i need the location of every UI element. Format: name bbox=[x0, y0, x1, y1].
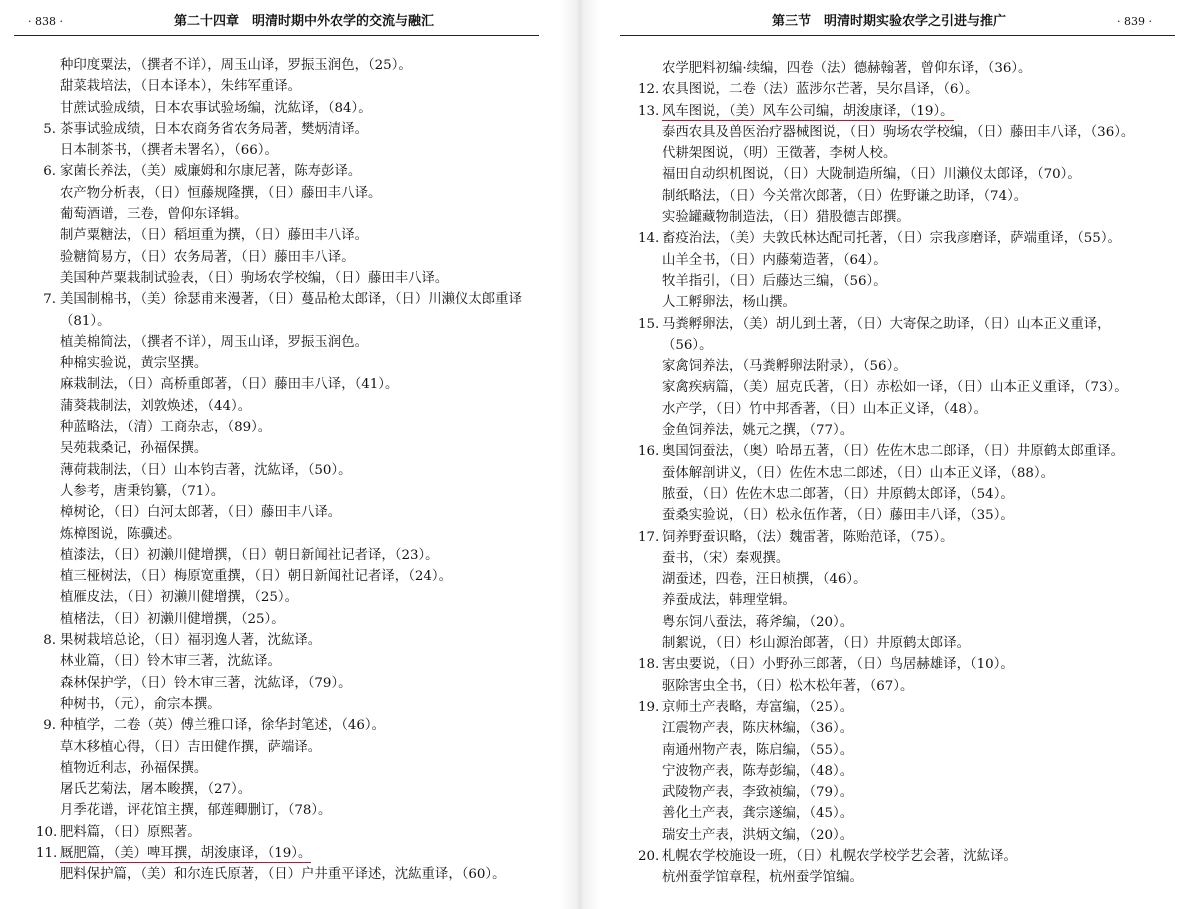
left-entry-line bbox=[0, 673, 560, 694]
entry-text: 樟树论，（日）白河太郎著，（日）藤田丰八译。 bbox=[60, 505, 342, 521]
left-entry-line bbox=[0, 140, 560, 161]
left-entry-list bbox=[0, 55, 560, 886]
entry-text: 江震物产表，陈庆林编，（36）。 bbox=[662, 721, 854, 737]
right-entry-line bbox=[600, 697, 1202, 718]
entry-text: 麻栽制法，（日）高桥重郎著，（日）藤田丰八译，（41）。 bbox=[60, 377, 399, 393]
left-entry-line bbox=[0, 225, 560, 246]
right-entry-line bbox=[600, 186, 1202, 207]
entry-text: 植物近利志，孙福保撰。 bbox=[60, 760, 208, 776]
right-entry-line bbox=[600, 590, 1202, 611]
right-header-rule bbox=[620, 35, 1175, 36]
entry-text: 湖蚕述，四卷，汪日桢撰，（46）。 bbox=[662, 572, 867, 588]
right-entry-line bbox=[600, 250, 1202, 271]
entry-number: 15. bbox=[638, 316, 660, 332]
left-entry-line bbox=[0, 822, 560, 843]
entry-text: 林业篇，（日）铃木审三著，沈紘译。 bbox=[60, 654, 281, 670]
entry-text: 札幌农学校施设一班，（日）札幌农学校学艺会著，沈紘译。 bbox=[662, 848, 1017, 864]
right-entry-line bbox=[600, 377, 1202, 398]
left-entry-line bbox=[0, 800, 560, 821]
entry-text: 植漆法，（日）初濑川健增撰，（日）朝日新闻社记者译，（23）。 bbox=[60, 547, 439, 563]
entry-text: 善化土产表，龚宗遂编，（45）。 bbox=[662, 806, 854, 822]
entry-text: 日本制茶书，（撰者未署名），（66）。 bbox=[60, 143, 278, 159]
left-entry-line bbox=[0, 694, 560, 715]
right-entry-line bbox=[600, 633, 1202, 654]
entry-number: 8. bbox=[43, 633, 56, 649]
entry-text: 山羊全书，（日）内藤菊造著，（64）。 bbox=[662, 252, 887, 268]
entry-text: 农学肥料初编·续编，四卷（法）德赫翰著，曾仰东译，（36）。 bbox=[662, 61, 1032, 76]
left-entry-line bbox=[0, 396, 560, 417]
entry-text: 畜疫治法，（美）夫敦氏林达配司托著，（日）宗我彦磨译，萨端重译，（55）。 bbox=[662, 231, 1121, 247]
entry-text: 种棉实验说，黄宗坚撰。 bbox=[60, 356, 208, 372]
right-entry-line bbox=[600, 803, 1202, 824]
entry-text: 肥料篇，（日）原熙著。 bbox=[60, 824, 201, 840]
entry-text: 制芦粟糖法，（日）稻垣重为撰，（日）藤田丰八译。 bbox=[60, 228, 368, 244]
left-entry-line bbox=[0, 587, 560, 608]
left-entry-line bbox=[0, 374, 560, 395]
entry-text: 宁波物产表，陈寿彭编，（48）。 bbox=[662, 763, 854, 779]
entry-text: 美国制棉书，（美）徐瑟甫来漫著，（日）蔓品枪太郎译，（日）川濑仪太郎重译 bbox=[60, 292, 522, 308]
entry-number: 16. bbox=[638, 444, 660, 460]
left-entry-line bbox=[0, 481, 560, 502]
left-entry-line bbox=[0, 864, 560, 885]
right-entry-line bbox=[600, 569, 1202, 590]
right-entry-line bbox=[600, 79, 1202, 100]
left-entry-line bbox=[0, 289, 560, 310]
entry-text: 甜菜栽培法，（日本译本），朱纬军重译。 bbox=[60, 79, 302, 95]
right-entry-line bbox=[600, 505, 1202, 526]
left-entry-line bbox=[0, 843, 560, 864]
right-entry-line bbox=[600, 58, 1202, 79]
right-entry-line bbox=[600, 356, 1202, 377]
right-page bbox=[600, 0, 1202, 909]
entry-text: 马粪孵卵法，（美）胡儿到土著，（日）大寄保之助译，（日）山本正义重译， bbox=[662, 316, 1111, 332]
right-entry-line bbox=[600, 335, 1202, 356]
entry-text: 屠氏艺菊法，屠本畯撰，（27）。 bbox=[60, 782, 252, 798]
right-entry-line bbox=[600, 101, 1202, 122]
entry-text: 农产物分析表，（日）恒藤规隆撰，（日）藤田丰八译。 bbox=[60, 185, 382, 201]
left-entry-line bbox=[0, 715, 560, 736]
left-header bbox=[14, 12, 544, 32]
highlighted-entry-text: 风车图说，（美）风车公司编，胡浚康译，（19）。 bbox=[662, 103, 954, 119]
entry-text: 蚕体解剖讲义，（日）佐佐木忠二郎述，（日）山本正义译，（88）。 bbox=[662, 465, 1054, 481]
right-header bbox=[620, 12, 1190, 32]
entry-number: 18. bbox=[638, 657, 660, 673]
right-entry-line bbox=[600, 718, 1202, 739]
entry-text: 茶事试验成绩，日本农商务省农务局著，樊炳清译。 bbox=[60, 121, 368, 137]
entry-number: 5. bbox=[43, 121, 56, 137]
entry-text: 人工孵卵法，杨山撰。 bbox=[662, 295, 796, 311]
right-entry-line bbox=[600, 228, 1202, 249]
entry-text: 葡萄酒谱，三卷，曾仰东译辑。 bbox=[60, 207, 248, 223]
right-entry-line bbox=[600, 143, 1202, 164]
entry-text: 植三桠树法，（日）梅原宽重撰，（日）朝日新闻社记者译，（24）。 bbox=[60, 569, 452, 585]
entry-text: 美国种芦粟栽制试验表，（日）驹场农学校编，（日）藤田丰八译。 bbox=[60, 270, 449, 286]
entry-text: 月季花谱，评花馆主撰，郁莲卿删订，（78）。 bbox=[60, 803, 332, 819]
left-entry-line bbox=[0, 502, 560, 523]
right-entry-line bbox=[600, 314, 1202, 335]
entry-number: 13. bbox=[638, 103, 660, 119]
left-entry-line bbox=[0, 204, 560, 225]
entry-text: 害虫要说，（日）小野孙三郎著，（日）鸟居赫雄译，（10）。 bbox=[662, 657, 1014, 673]
entry-number: 17. bbox=[638, 529, 660, 545]
right-entry-line bbox=[600, 463, 1202, 484]
entry-text: 制絮说，（日）杉山源治郎著，（日）井原鹤太郎译。 bbox=[662, 636, 970, 652]
entry-text: 脓蚕，（日）佐佐木忠二郎著，（日）井原鹤太郎译，（54）。 bbox=[662, 486, 1014, 502]
right-entry-line bbox=[600, 825, 1202, 846]
entry-text: 蒲葵栽制法，刘敦焕述，（44）。 bbox=[60, 398, 252, 414]
entry-text: 人参考，唐秉钧纂，（71）。 bbox=[60, 483, 225, 499]
left-entry-line bbox=[0, 55, 560, 76]
entry-text: 种蓝略法，（清）工商杂志，（89）。 bbox=[60, 420, 272, 436]
left-entry-line bbox=[0, 119, 560, 140]
left-entry-line bbox=[0, 98, 560, 119]
right-entry-line bbox=[600, 761, 1202, 782]
highlighted-entry-text: 厩肥篇，（美）啤耳撰，胡浚康译，（19）。 bbox=[60, 845, 312, 861]
left-running-title: 第二十四章 明清时期中外农学的交流与融汇 bbox=[174, 14, 435, 29]
left-entry-line bbox=[0, 353, 560, 374]
right-entry-line bbox=[600, 164, 1202, 185]
entry-text: 饲养野蚕识略，（法）魏雷著，陈贻范译，（75）。 bbox=[662, 529, 954, 545]
left-entry-line bbox=[0, 161, 560, 182]
entry-text: 吴苑栽桑记，孙福保撰。 bbox=[60, 441, 208, 457]
entry-text: 实验罐藏物制造法，（日）猎股德吉郎撰。 bbox=[662, 210, 910, 226]
left-entry-line bbox=[0, 460, 560, 481]
entry-text: 甘蔗试验成绩，日本农事试验场编，沈紘译，（84）。 bbox=[60, 100, 372, 116]
entry-text: 家菌长养法，（美）威廉姆和尔康尼著，陈寿彭译。 bbox=[60, 164, 362, 180]
entry-text: 植楮法，（日）初濑川健增撰，（25）。 bbox=[60, 611, 285, 627]
right-entry-line bbox=[600, 399, 1202, 420]
right-entry-line bbox=[600, 484, 1202, 505]
entry-text: 杭州蚕学馆章程，杭州蚕学馆编。 bbox=[662, 870, 863, 886]
left-entry-line bbox=[0, 417, 560, 438]
entry-text: 代耕架图说，（明）王徵著，李树人校。 bbox=[662, 146, 897, 162]
left-entry-line bbox=[0, 332, 560, 353]
entry-text: 牧羊指引，（日）后藤达三编，（56）。 bbox=[662, 273, 887, 289]
left-entry-line bbox=[0, 758, 560, 779]
right-entry-line bbox=[600, 867, 1202, 888]
left-page-number: · 838 · bbox=[28, 15, 63, 28]
entry-text: 泰西农具及兽医治疗器械图说，（日）驹场农学校编，（日）藤田丰八译，（36）。 bbox=[662, 124, 1135, 140]
entry-number: 10. bbox=[36, 824, 58, 840]
entry-text: 南通州物产表，陈启编，（55）。 bbox=[662, 742, 854, 758]
right-entry-line bbox=[600, 548, 1202, 569]
entry-text: 奥国饲蚕法，（奥）哈昂五著，（日）佐佐木忠二郎译，（日）井原鹤太郎重译。 bbox=[662, 444, 1124, 460]
entry-text: （81）。 bbox=[60, 313, 111, 329]
entry-number: 9. bbox=[43, 718, 56, 734]
entry-number: 20. bbox=[638, 848, 660, 864]
left-entry-line bbox=[0, 311, 560, 332]
left-entry-line bbox=[0, 268, 560, 289]
left-header-rule bbox=[14, 35, 539, 36]
right-page-number: · 839 · bbox=[1117, 15, 1152, 28]
right-entry-line bbox=[600, 612, 1202, 633]
entry-text: 肥料保护篇，（美）和尔连氏原著，（日）户井重平译述，沈紘重译，（60）。 bbox=[60, 867, 506, 883]
entry-text: 制纸略法，（日）今关常次郎著，（日）佐野谦之助译，（74）。 bbox=[662, 188, 1028, 204]
right-entry-line bbox=[600, 207, 1202, 228]
entry-number: 12. bbox=[638, 82, 660, 98]
right-entry-line bbox=[600, 782, 1202, 803]
entry-text: 蚕桑实验说，（日）松永伍作著，（日）藤田丰八译，（35）。 bbox=[662, 508, 1014, 524]
entry-text: 种印度粟法，（撰者不详），周玉山译，罗振玉润色，（25）。 bbox=[60, 58, 412, 73]
book-gutter bbox=[560, 0, 600, 909]
left-entry-line bbox=[0, 651, 560, 672]
entry-text: 薄荷栽制法，（日）山本钧吉著，沈紘译，（50）。 bbox=[60, 462, 352, 478]
entry-text: （56）。 bbox=[662, 337, 713, 353]
right-entry-line bbox=[600, 846, 1202, 867]
right-entry-line bbox=[600, 420, 1202, 441]
left-entry-line bbox=[0, 566, 560, 587]
entry-text: 养蚕成法，韩理堂辑。 bbox=[662, 593, 796, 609]
left-entry-line bbox=[0, 545, 560, 566]
entry-text: 植雁皮法，（日）初濑川健增撰，（25）。 bbox=[60, 590, 298, 606]
entry-text: 京师土产表略，寿富编，（25）。 bbox=[662, 699, 854, 715]
entry-text: 蚕书，（宋）秦观撰。 bbox=[662, 550, 790, 566]
entry-text: 瑞安土产表，洪炳文编，（20）。 bbox=[662, 827, 854, 843]
right-entry-line bbox=[600, 654, 1202, 675]
entry-text: 驱除害虫全书，（日）松木松年著，（67）。 bbox=[662, 678, 914, 694]
left-entry-line bbox=[0, 737, 560, 758]
left-entry-line bbox=[0, 779, 560, 800]
entry-number: 14. bbox=[638, 231, 660, 247]
entry-number: 6. bbox=[43, 164, 56, 180]
left-entry-line bbox=[0, 609, 560, 630]
left-entry-line bbox=[0, 438, 560, 459]
entry-text: 验糖简易方，（日）农务局著，（日）藤田丰八译。 bbox=[60, 249, 355, 265]
entry-text: 粤东饲八蚕法，蒋斧编，（20）。 bbox=[662, 614, 854, 630]
right-entry-line bbox=[600, 122, 1202, 143]
entry-text: 武陵物产表，李致祯编，（79）。 bbox=[662, 785, 854, 801]
entry-number: 19. bbox=[638, 699, 660, 715]
right-running-title: 第三节 明清时期实验农学之引进与推广 bbox=[772, 14, 1007, 29]
entry-text: 水产学，（日）竹中邦香著，（日）山本正义译，（48）。 bbox=[662, 401, 988, 417]
entry-number: 7. bbox=[43, 292, 56, 308]
entry-text: 森林保护学，（日）铃木审三著，沈紘译，（79）。 bbox=[60, 675, 352, 691]
entry-number: 11. bbox=[36, 845, 58, 861]
entry-text: 植美棉简法，（撰者不详），周玉山译，罗振玉润色。 bbox=[60, 334, 368, 350]
left-entry-line bbox=[0, 247, 560, 268]
right-entry-line bbox=[600, 527, 1202, 548]
entry-text: 农具图说，二卷（法）蓝涉尔芒著，吴尔昌译，（6）。 bbox=[662, 82, 979, 98]
left-entry-line bbox=[0, 76, 560, 97]
entry-text: 炼樟图说，陈骥述。 bbox=[60, 526, 181, 542]
left-page bbox=[0, 0, 560, 909]
entry-text: 种树书，（元），俞宗本撰。 bbox=[60, 696, 221, 712]
left-entry-line bbox=[0, 524, 560, 545]
right-entry-line bbox=[600, 271, 1202, 292]
right-entry-line bbox=[600, 676, 1202, 697]
entry-text: 金鱼饲养法，姚元之撰，（77）。 bbox=[662, 423, 854, 439]
entry-text: 种植学，二卷（英）傅兰雅口译，徐华封笔述，（46）。 bbox=[60, 718, 386, 734]
right-entry-line bbox=[600, 292, 1202, 313]
right-entry-list bbox=[600, 58, 1202, 889]
right-entry-line bbox=[600, 740, 1202, 761]
entry-text: 家禽疾病篇，（美）屈克氏著，（日）赤松如一译，（日）山本正义重译，（73）。 bbox=[662, 380, 1128, 396]
entry-text: 福田自动织机图说，（日）大陇制造所编，（日）川濑仪太郎译，（70）。 bbox=[662, 167, 1081, 183]
entry-text: 草木移植心得，（日）吉田健作撰，萨端译。 bbox=[60, 739, 322, 755]
left-entry-line bbox=[0, 630, 560, 651]
right-entry-line bbox=[600, 441, 1202, 462]
entry-text: 家禽饲养法，（马粪孵卵法附录），（56）。 bbox=[662, 359, 907, 375]
left-entry-line bbox=[0, 183, 560, 204]
entry-text: 果树栽培总论，（日）福羽逸人著，沈紘译。 bbox=[60, 633, 322, 649]
